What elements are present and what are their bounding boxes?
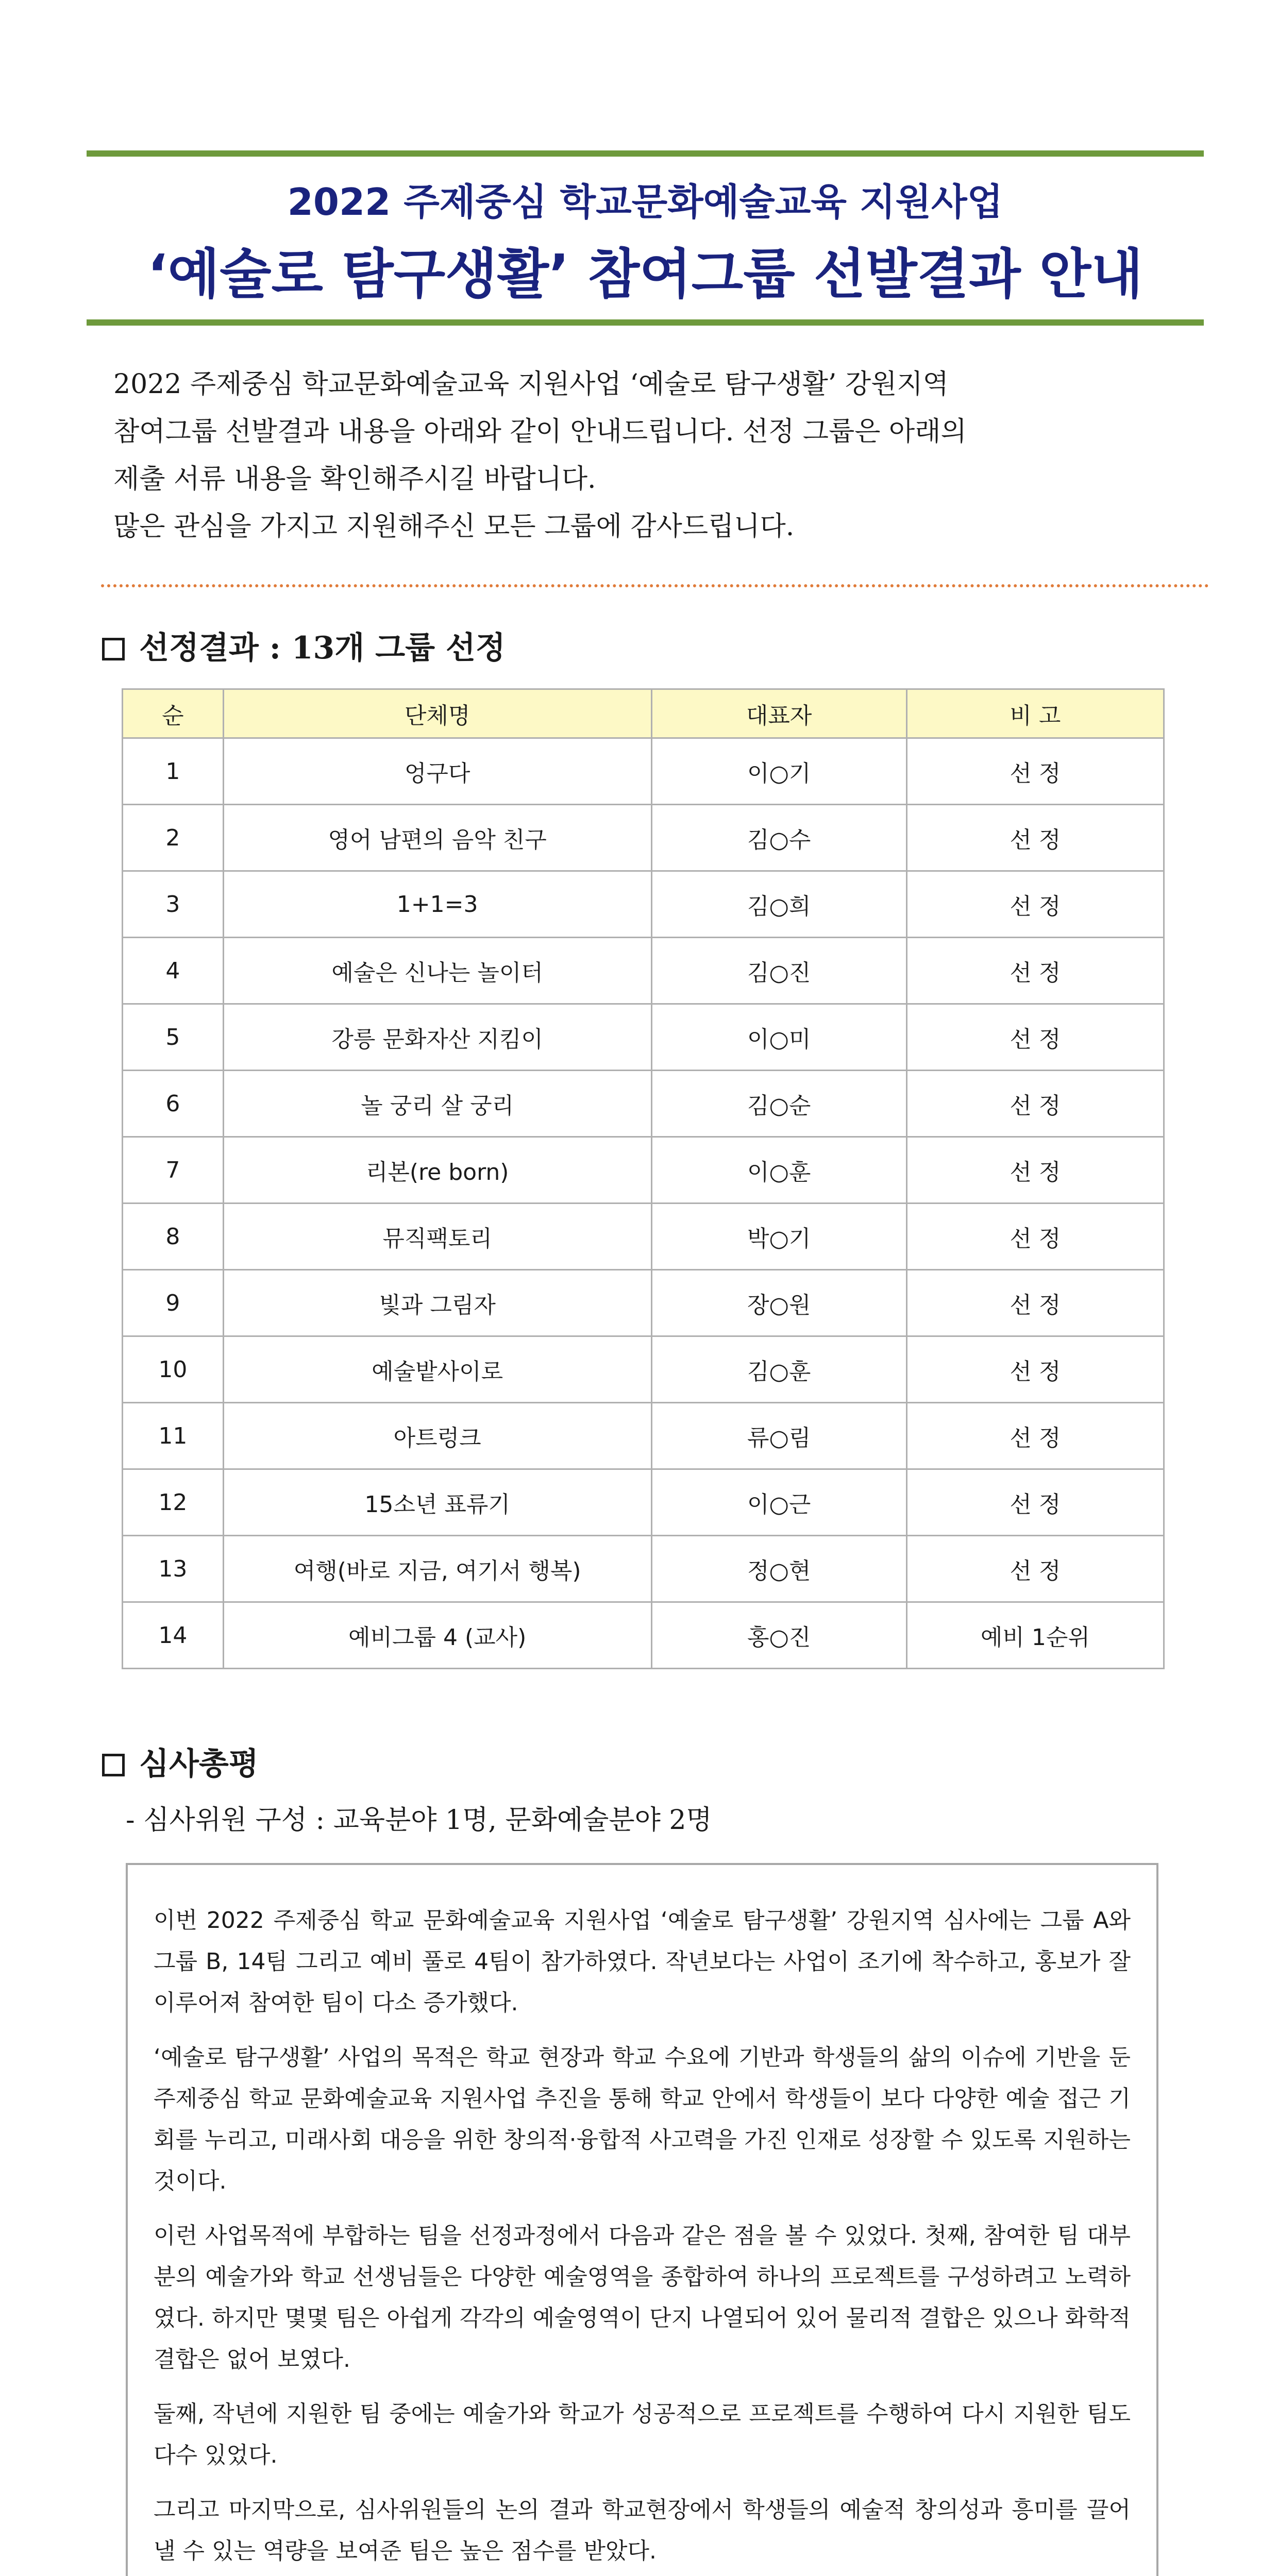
row-number: 6 — [123, 1071, 224, 1137]
result-table-body — [123, 738, 1164, 1669]
representative: 이○기 — [651, 738, 906, 805]
group-name: 놀 궁리 살 궁리 — [223, 1071, 651, 1137]
review-committee-note: - 심사위원 구성 : 교육분야 1명, 문화예술분야 2명 — [126, 1805, 712, 1836]
title-top-rule — [87, 150, 1204, 157]
table-row — [123, 1403, 1164, 1469]
intro-line: 많은 관심을 가지고 지원해주신 모든 그룹에 감사드립니다. — [113, 511, 795, 542]
group-name: 뮤직팩토리 — [223, 1204, 651, 1270]
page-title-line1: 2022 주제중심 학교문화예술교육 지원사업 — [287, 180, 1003, 224]
representative: 이○근 — [651, 1469, 906, 1536]
group-name: 1+1=3 — [223, 871, 651, 938]
table-header-row — [123, 689, 1164, 738]
column-header: 순 — [123, 689, 224, 738]
section-heading-text: 선정결과 : 13개 그룹 선정 — [139, 630, 506, 666]
review-paragraph: ‘예술로 탐구생활’ 사업의 목적은 학교 현장과 학교 수요에 기반과 학생들의 삶의 이슈에 기반을 둔 주제중심 학교 문화예술교육 지원사업 추진을 통해 학교 안에서 학생들이 보다 다양한 예술 접근 기회를 누리고, 미래사회 대응을 위한 창의적·융합적 사고력을 가진 인재로 성장할 수 있도록 지원하는 것이다. — [154, 2044, 1131, 2194]
group-name: 리본(re born) — [223, 1137, 651, 1204]
result-table — [122, 688, 1165, 1669]
remark: 선 정 — [906, 1403, 1164, 1469]
group-name: 강릉 문화자산 지킴이 — [223, 1004, 651, 1071]
row-number: 7 — [123, 1137, 224, 1204]
row-number: 3 — [123, 871, 224, 938]
table-row — [123, 1137, 1164, 1204]
review-paragraph: 이런 사업목적에 부합하는 팀을 선정과정에서 다음과 같은 점을 볼 수 있었다. 첫째, 참여한 팀 대부분의 예술가와 학교 선생님들은 다양한 예술영역을 종합하여 하나의 프로젝트를 구성하려고 노력하였다. 하지만 몇몇 팀은 아쉽게 각각의 예술영역이 단지 나열되어 있어 물리적 결합은 있으나 화학적 결합은 없어 보였다. — [154, 2223, 1131, 2372]
representative: 김○희 — [651, 871, 906, 938]
remark: 선 정 — [906, 1336, 1164, 1403]
page-title-line2: ‘예술로 탐구생활’ 참여그룹 선발결과 안내 — [147, 243, 1143, 306]
title-bottom-rule — [87, 319, 1204, 326]
table-row — [123, 1336, 1164, 1403]
section-heading-text: 심사총평 — [139, 1746, 259, 1782]
remark: 선 정 — [906, 1469, 1164, 1536]
group-name: 빛과 그림자 — [223, 1270, 651, 1336]
intro-text — [113, 361, 1165, 550]
dotted-divider — [101, 584, 1209, 587]
remark: 선 정 — [906, 871, 1164, 938]
section-heading-result — [102, 623, 506, 668]
table-row — [123, 1071, 1164, 1137]
row-number: 10 — [123, 1336, 224, 1403]
group-name: 예비그룹 4 (교사) — [223, 1602, 651, 1669]
remark: 선 정 — [906, 938, 1164, 1004]
column-header: 비 고 — [906, 689, 1164, 738]
remark: 선 정 — [906, 1004, 1164, 1071]
intro-line: 참여그룹 선발결과 내용을 아래와 같이 안내드립니다. 선정 그룹은 아래의 — [113, 416, 967, 447]
remark: 예비 1순위 — [906, 1602, 1164, 1669]
representative: 김○훈 — [651, 1336, 906, 1403]
representative: 류○림 — [651, 1403, 906, 1469]
representative: 장○원 — [651, 1270, 906, 1336]
representative: 김○진 — [651, 938, 906, 1004]
representative: 홍○진 — [651, 1602, 906, 1669]
column-header: 대표자 — [651, 689, 906, 738]
review-paragraph: 이번 2022 주제중심 학교 문화예술교육 지원사업 ‘예술로 탐구생활’ 강원지역 심사에는 그룹 A와 그룹 B, 14팀 그리고 예비 풀로 4팀이 참가하였다. 작년보다는 사업이 조기에 착수하고, 홍보가 잘 이루어져 참여한 팀이 다소 증가했다. — [154, 1907, 1131, 2016]
row-number: 9 — [123, 1270, 224, 1336]
table-row — [123, 1602, 1164, 1669]
group-name: 예술밭사이로 — [223, 1336, 651, 1403]
column-header: 단체명 — [223, 689, 651, 738]
row-number: 2 — [123, 805, 224, 871]
group-name: 아트렁크 — [223, 1403, 651, 1469]
representative: 정○현 — [651, 1536, 906, 1602]
group-name: 여행(바로 지금, 여기서 행복) — [223, 1536, 651, 1602]
group-name: 영어 남편의 음악 친구 — [223, 805, 651, 871]
table-row — [123, 871, 1164, 938]
table-row — [123, 738, 1164, 805]
representative: 김○순 — [651, 1071, 906, 1137]
row-number: 8 — [123, 1204, 224, 1270]
remark: 선 정 — [906, 1270, 1164, 1336]
row-number: 11 — [123, 1403, 224, 1469]
representative: 이○미 — [651, 1004, 906, 1071]
review-box — [126, 1863, 1158, 2576]
row-number: 5 — [123, 1004, 224, 1071]
section-heading-review — [102, 1739, 259, 1784]
group-name: 15소년 표류기 — [223, 1469, 651, 1536]
row-number: 14 — [123, 1602, 224, 1669]
table-row — [123, 1469, 1164, 1536]
review-paragraph: 그리고 마지막으로, 심사위원들의 논의 결과 학교현장에서 학생들의 예술적 창의성과 흥미를 끌어낼 수 있는 역량을 보여준 팀은 높은 점수를 받았다. — [154, 2497, 1131, 2564]
remark: 선 정 — [906, 1071, 1164, 1137]
review-paragraph: 둘째, 작년에 지원한 팀 중에는 예술가와 학교가 성공적으로 프로젝트를 수행하여 다시 지원한 팀도 다수 있었다. — [154, 2401, 1131, 2468]
table-row — [123, 1004, 1164, 1071]
row-number: 12 — [123, 1469, 224, 1536]
table-row — [123, 1270, 1164, 1336]
remark: 선 정 — [906, 1204, 1164, 1270]
remark: 선 정 — [906, 738, 1164, 805]
representative: 김○수 — [651, 805, 906, 871]
intro-line: 제출 서류 내용을 확인해주시길 바랍니다. — [113, 464, 596, 495]
remark: 선 정 — [906, 805, 1164, 871]
group-name: 엉구다 — [223, 738, 651, 805]
remark: 선 정 — [906, 1137, 1164, 1204]
group-name: 예술은 신나는 놀이터 — [223, 938, 651, 1004]
intro-line: 2022 주제중심 학교문화예술교육 지원사업 ‘예술로 탐구생활’ 강원지역 — [113, 369, 949, 400]
remark: 선 정 — [906, 1536, 1164, 1602]
representative: 이○훈 — [651, 1137, 906, 1204]
row-number: 13 — [123, 1536, 224, 1602]
table-row — [123, 1536, 1164, 1602]
table-row — [123, 1204, 1164, 1270]
representative: 박○기 — [651, 1204, 906, 1270]
checkbox-square-icon — [102, 1754, 125, 1776]
checkbox-square-icon — [102, 638, 125, 660]
row-number: 1 — [123, 738, 224, 805]
table-row — [123, 938, 1164, 1004]
table-row — [123, 805, 1164, 871]
row-number: 4 — [123, 938, 224, 1004]
